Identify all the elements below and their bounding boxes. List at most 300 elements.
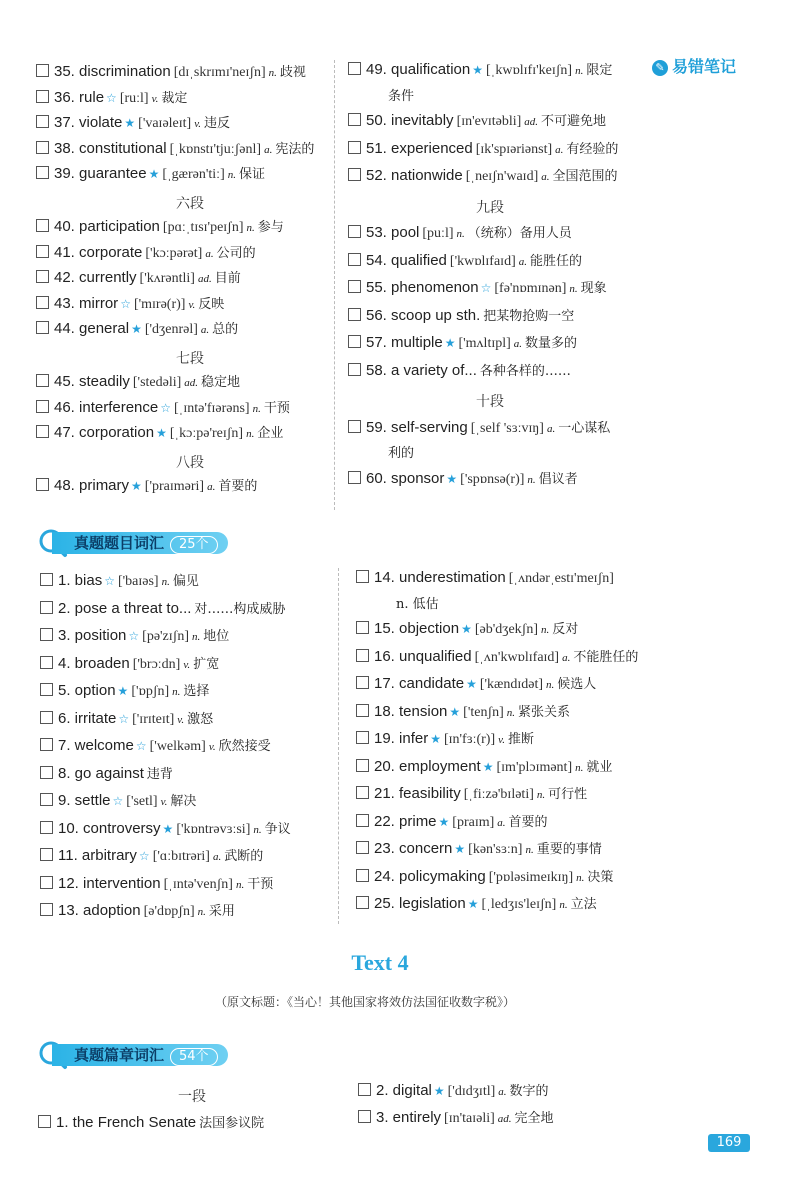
vocab-item [356,840,602,859]
vocab-word: 58. a variety of... [366,361,477,379]
checkbox[interactable] [36,425,49,438]
vocab-item [36,165,265,184]
chinese-meaning: 能胜任的 [529,253,582,269]
vocab-item [36,424,283,443]
importance-star-icon: ☆ [104,574,115,588]
vocab-item [40,710,213,729]
chinese-meaning: 歧视 [279,65,306,80]
vocab-item [36,63,306,82]
vocab-item [356,730,534,749]
phonetic: [ə'dɒpʃn] [143,904,195,919]
part-of-speech: a. [546,422,556,435]
phonetic: [ɪk'spɪəriənst] [475,141,553,157]
phonetic: ['brɔːdn] [132,656,181,672]
phonetic: ['mɪrə(r)] [133,296,186,312]
checkbox[interactable] [358,1083,371,1096]
vocab-word: 38. constitutional [54,139,167,157]
vocab-word: 12. intervention [58,874,161,892]
part-of-speech: n. [253,823,262,836]
importance-star-icon: ★ [446,471,458,486]
vocab-item [356,648,638,667]
part-of-speech: v. [183,658,191,671]
vocab-item [36,373,240,392]
vocab-word: 48. primary [54,477,130,494]
importance-star-icon: ☆ [128,629,140,643]
vocab-word: 15. objection [374,620,460,637]
phonetic: [ɪn'fɜː(r)] [443,732,496,747]
chinese-meaning: 偏见 [172,574,199,589]
vocab-item [36,244,256,263]
part-of-speech: n. [268,67,277,79]
phonetic: [praɪm] [452,814,495,830]
vocab-word: 17. candidate [374,675,465,692]
vocab-item [356,620,578,639]
vocab-word: 49. qualification [366,61,471,78]
checkbox[interactable] [40,903,53,916]
page-number: 169 [708,1134,750,1152]
vocab-item [40,600,285,619]
section-segment-label: 九段 [476,199,504,216]
part-of-speech: n. [172,686,181,698]
vocab-item [356,675,596,694]
phonetic: ['kwɒlɪfaɪd] [449,253,516,269]
checkbox[interactable] [348,471,361,484]
importance-star-icon: ★ [472,63,484,77]
part-of-speech: n. [536,789,546,801]
checkbox[interactable] [36,374,49,387]
chinese-meaning: 把某物抢购一空 [483,308,575,324]
checkbox[interactable] [356,814,369,827]
part-of-speech: a. [497,816,506,829]
vocab-word: 19. infer [374,730,429,747]
vocab-word: 46. interference [54,398,159,416]
vocab-item [348,334,577,353]
section-segment-label: 十段 [476,394,504,410]
chinese-meaning: 紧张关系 [518,704,571,720]
checkbox[interactable] [348,225,361,238]
pencil-icon: ✎ [652,60,668,76]
checkbox[interactable] [348,335,361,348]
phonetic: ['dɪdʒɪtl] [447,1084,496,1099]
vocab-item [348,252,582,271]
part-of-speech: n. [576,871,585,884]
checkbox[interactable] [348,141,361,154]
checkbox[interactable] [356,570,369,583]
phonetic: ['kʌrəntli] [139,271,195,286]
checkbox[interactable] [40,628,53,641]
phonetic: [ˌkɔːpə'reɪʃn] [169,426,244,441]
chinese-meaning: 首要的 [218,479,258,494]
checkbox[interactable] [40,766,53,779]
chinese-meaning: 不可避免地 [541,114,607,129]
phonetic: [ˌkwɒlɪfɪ'keɪʃn] [486,63,573,78]
checkbox[interactable] [348,280,361,293]
banner-title: 真题篇章词汇 [74,1046,165,1064]
part-of-speech: n. [227,169,236,181]
phonetic: [kən'sɜːn] [468,842,523,857]
chinese-meaning: 违反 [204,116,231,131]
chinese-meaning: 干预 [263,400,290,416]
phonetic: [ˌgærən'tiː] [162,167,225,182]
chinese-meaning: 裁定 [161,90,188,106]
checkbox[interactable] [356,759,369,772]
vocab-item [348,470,578,489]
chinese-meaning: 决策 [587,869,614,885]
vocab-item [40,820,291,839]
chinese-meaning: 企业 [257,426,284,441]
vocab-word: 53. pool [366,224,420,241]
part-of-speech: n. [161,576,170,588]
importance-star-icon: ☆ [106,90,117,105]
checkbox[interactable] [36,115,49,128]
part-of-speech: a. [555,143,564,156]
checkbox[interactable] [348,420,361,433]
banner-label [52,532,228,554]
chinese-meaning: 现象 [580,281,607,296]
vocab-item [40,627,229,646]
phonetic: [ˌʌn'kwɒlɪfaɪd] [474,649,560,665]
part-of-speech: a. [207,481,216,493]
checkbox[interactable] [356,896,369,909]
part-of-speech: v. [194,118,202,130]
phonetic: ['ɪrɪteɪt] [132,711,175,727]
checkbox[interactable] [36,141,49,154]
chinese-meaning: 一心谋私 [558,420,611,436]
vocab-item [40,572,199,591]
importance-star-icon: ★ [430,732,441,746]
chinese-meaning: 激怒 [187,711,214,727]
vocab-item [36,269,241,288]
part-of-speech: n. [546,679,555,691]
checkbox[interactable] [36,219,49,232]
checkbox[interactable] [36,270,49,283]
vocab-item [356,569,614,588]
phonetic: ['tenʃn] [463,704,504,720]
vocab-item [40,792,196,811]
importance-star-icon: ☆ [135,739,147,753]
part-of-speech: n. [541,624,550,636]
vocab-word: 5. option [58,682,116,699]
phonetic: [ɪn'taɪəli] [444,1111,495,1126]
part-of-speech: a. [498,1086,507,1098]
phonetic: ['dʒenrəl] [144,322,198,337]
checkbox[interactable] [356,649,369,662]
importance-star-icon: ★ [131,479,142,493]
part-of-speech: n. [575,761,584,774]
importance-star-icon: ★ [148,167,160,181]
part-of-speech: v. [160,796,168,808]
vocab-word: 18. tension [374,702,448,720]
section-segment-label: 六段 [176,195,204,212]
vocab-word: 35. discrimination [54,63,171,80]
vocab-word: 13. adoption [58,902,141,919]
importance-star-icon: ★ [162,821,174,836]
vocab-word: 8. go against [58,764,144,782]
chinese-meaning: 数字的 [509,1084,549,1099]
checkbox[interactable] [36,90,49,103]
checkbox[interactable] [40,573,53,586]
checkbox[interactable] [356,704,369,717]
chinese-meaning: 干预 [247,876,274,892]
vocab-item [40,682,209,701]
vocab-item [356,703,570,722]
vocab-word: 14. underestimation [374,569,506,586]
phonetic: ['mʌltɪpl] [458,336,511,351]
part-of-speech: n. [246,222,255,234]
chinese-meaning: 公司的 [216,245,256,261]
importance-star-icon: ☆ [112,794,124,808]
vocab-word: 21. feasibility [374,785,461,802]
checkbox[interactable] [40,876,53,889]
phonetic: ['kɔːpərət] [145,245,203,261]
chinese-meaning: 保证 [239,167,266,182]
checkbox[interactable] [40,821,53,834]
vocab-item [40,847,263,866]
chinese-meaning: 地位 [203,629,230,644]
importance-star-icon: ★ [444,336,456,350]
importance-star-icon: ☆ [120,296,131,311]
phonetic: [puːl] [422,226,454,241]
checkbox[interactable] [36,64,49,77]
vocab-word: 41. corporate [54,243,143,261]
vocab-word: 7. welcome [58,737,134,754]
part-of-speech: n. [456,228,465,240]
chinese-meaning: 解决 [170,794,197,809]
vocab-word: 9. settle [58,792,111,809]
column-divider [334,60,335,510]
importance-star-icon: ★ [124,116,136,130]
phonetic: ['welkəm] [149,739,206,754]
chinese-meaning: 稳定地 [201,375,241,390]
checkbox[interactable] [348,308,361,321]
vocab-item [358,1109,554,1128]
phonetic: [pə'zɪʃn] [142,629,189,644]
vocab-word: 45. steadily [54,373,130,390]
checkbox[interactable] [40,793,53,806]
checkbox[interactable] [356,731,369,744]
checkbox[interactable] [40,656,53,669]
part-of-speech: a. [212,851,222,863]
checkbox[interactable] [356,869,369,882]
checkbox[interactable] [36,245,49,258]
chinese-meaning: 选择 [183,684,210,699]
phonetic: [ˌɪntə'venʃn] [163,876,233,892]
phonetic: ['praɪməri] [144,479,205,494]
checkbox[interactable] [36,166,49,179]
checkbox[interactable] [348,363,361,376]
part-of-speech: a. [264,143,273,156]
phonetic: [ˌkɒnstɪ'tjuːʃənl] [169,141,262,157]
checkbox[interactable] [36,400,49,413]
part-of-speech: n. [235,878,245,891]
chinese-meaning: 采用 [208,904,235,919]
vocab-item [356,785,587,804]
vocab-item [36,89,187,108]
phonetic: [ˌledʒɪs'leɪʃn] [481,897,557,912]
vocab-word: 54. qualified [366,251,447,269]
vocab-item [36,114,230,133]
vocab-word: 50. inevitably [366,112,454,129]
text-heading: Text 4 [351,950,409,975]
chinese-meaning: 目前 [214,271,241,286]
phonetic: [ruːl] [119,90,149,106]
vocab-item [36,295,224,314]
part-of-speech: n. [246,428,255,440]
vocab-word: 22. prime [374,812,437,830]
meaning-continuation: n. 低估 [396,596,439,612]
banner-title: 真题题目词汇 [74,534,165,552]
checkbox[interactable] [40,738,53,751]
importance-star-icon: ★ [117,684,129,698]
checkbox[interactable] [40,848,53,861]
vocab-word: 60. sponsor [366,469,445,487]
vocab-word: 2. pose a threat to... [58,599,192,617]
vocab-word: 3. entirely [376,1109,442,1126]
vocab-word: 52. nationwide [366,167,463,184]
chinese-meaning: 违背 [146,766,173,782]
logo-text: 易错笔记 [672,57,737,76]
part-of-speech: a. [541,171,550,183]
phonetic: ['spɒnsə(r)] [460,471,525,487]
vocab-word: 1. the French Senate [56,1114,197,1131]
checkbox[interactable] [40,711,53,724]
importance-star-icon: ☆ [138,849,150,863]
importance-star-icon: ★ [467,897,479,911]
vocab-word: 43. mirror [54,294,119,312]
part-of-speech: a. [562,651,571,664]
vocab-item [40,875,273,894]
vocab-word: 10. controversy [58,819,161,837]
part-of-speech: n. [559,899,568,911]
vocab-item [40,655,219,674]
chinese-meaning: 扩宽 [193,656,220,672]
original-title: （原文标题：《当心！其他国家将效仿法国征收数字税》） [214,995,515,1009]
checkbox[interactable] [36,478,49,491]
checkbox[interactable] [348,62,361,75]
vocab-word: 6. irritate [58,709,117,727]
checkbox[interactable] [358,1110,371,1123]
phonetic: ['ɑːbɪtrəri] [152,849,210,864]
phonetic: [ˌɪntə'fɪərəns] [174,400,250,416]
phonetic: ['vaɪəleɪt] [138,116,192,131]
chinese-meaning: 不能胜任的 [573,649,639,665]
part-of-speech: n. [191,631,201,643]
checkbox[interactable] [356,841,369,854]
importance-star-icon: ☆ [118,711,130,726]
phonetic: ['setl] [126,794,158,809]
checkbox[interactable] [356,786,369,799]
part-of-speech: ad. [497,1113,512,1125]
vocab-item [356,895,597,914]
phonetic: ['kɒntrəvɜːsi] [176,821,251,837]
vocab-item [348,112,606,131]
chinese-meaning: 总的 [212,322,239,337]
vocab-item [358,1082,549,1101]
checkbox[interactable] [40,683,53,696]
part-of-speech: n. [569,283,578,295]
chinese-meaning: 重要的事情 [536,842,602,857]
chinese-meaning: 各种各样的…… [479,363,571,379]
phonetic: [ˌneɪʃn'waɪd] [465,169,539,184]
chinese-meaning: 全国范围的 [552,169,618,184]
brand-logo [652,54,736,77]
part-of-speech: v. [208,741,216,753]
phonetic: ['stedəli] [132,375,182,390]
phonetic: ['baɪəs] [117,574,159,589]
vocab-item [356,868,613,887]
checkbox[interactable] [348,253,361,266]
meaning-continuation: 利的 [388,446,415,461]
part-of-speech: v. [177,713,185,726]
chinese-meaning: （统称）备用人员 [467,226,572,241]
chinese-meaning: 候选人 [557,677,597,692]
checkbox[interactable] [356,621,369,634]
importance-star-icon: ★ [454,842,466,856]
vocab-item [348,224,572,243]
vocab-item [40,737,271,756]
vocab-word: 2. digital [376,1082,432,1099]
vocab-word: 40. participation [54,218,160,235]
phonetic: [ˌself 'sɜːvɪŋ] [470,420,544,436]
banner-count: 54个 [170,1048,218,1066]
checkbox[interactable] [348,113,361,126]
banner-label [52,1044,228,1066]
part-of-speech: n. [575,65,584,77]
chinese-meaning: 争议 [264,821,291,837]
checkbox[interactable] [356,676,369,689]
checkbox[interactable] [36,296,49,309]
part-of-speech: a. [513,338,523,350]
checkbox[interactable] [36,321,49,334]
part-of-speech: n. [252,402,261,415]
phonetic: ['kændɪdət] [479,677,544,692]
vocab-word: 1. bias [58,572,103,589]
chinese-meaning: 参与 [257,220,284,235]
vocab-word: 36. rule [54,88,105,106]
phonetic: ['pɒləsimeɪkɪŋ] [488,869,574,885]
vocab-item [348,307,574,326]
checkbox[interactable] [348,168,361,181]
importance-star-icon: ★ [131,322,142,336]
vocab-item [348,167,618,186]
checkbox[interactable] [40,601,53,614]
vocab-word: 47. corporation [54,424,155,441]
importance-star-icon: ★ [156,426,167,440]
vocab-item [348,140,618,159]
part-of-speech: a. [200,324,210,336]
importance-star-icon: ★ [449,704,461,719]
part-of-speech: v. [498,734,505,746]
part-of-speech: v. [151,92,159,105]
part-of-speech: a. [205,247,214,260]
vocab-word: 37. violate [54,114,123,131]
phonetic: [ˌʌndərˌestɪ'meɪʃn] [508,571,614,586]
checkbox[interactable] [38,1115,51,1128]
phonetic: [pɑːˌtɪsɪ'peɪʃn] [162,220,244,235]
phonetic: [ˌfiːzə'bɪləti] [463,787,534,802]
chinese-meaning: 立法 [570,897,597,912]
chinese-meaning: 倡议者 [538,471,578,487]
vocab-item [36,140,314,159]
chinese-meaning: 推断 [507,732,534,747]
vocab-word: 56. scoop up sth. [366,306,481,324]
vocab-item [36,477,257,496]
vocab-word: 39. guarantee [54,165,147,182]
vocab-word: 51. experienced [366,139,473,157]
phonetic: ['ɒpʃn] [131,684,170,699]
phonetic: [dɪˌskrɪmɪ'neɪʃn] [173,65,266,80]
chinese-meaning: 欣然接受 [218,739,271,754]
